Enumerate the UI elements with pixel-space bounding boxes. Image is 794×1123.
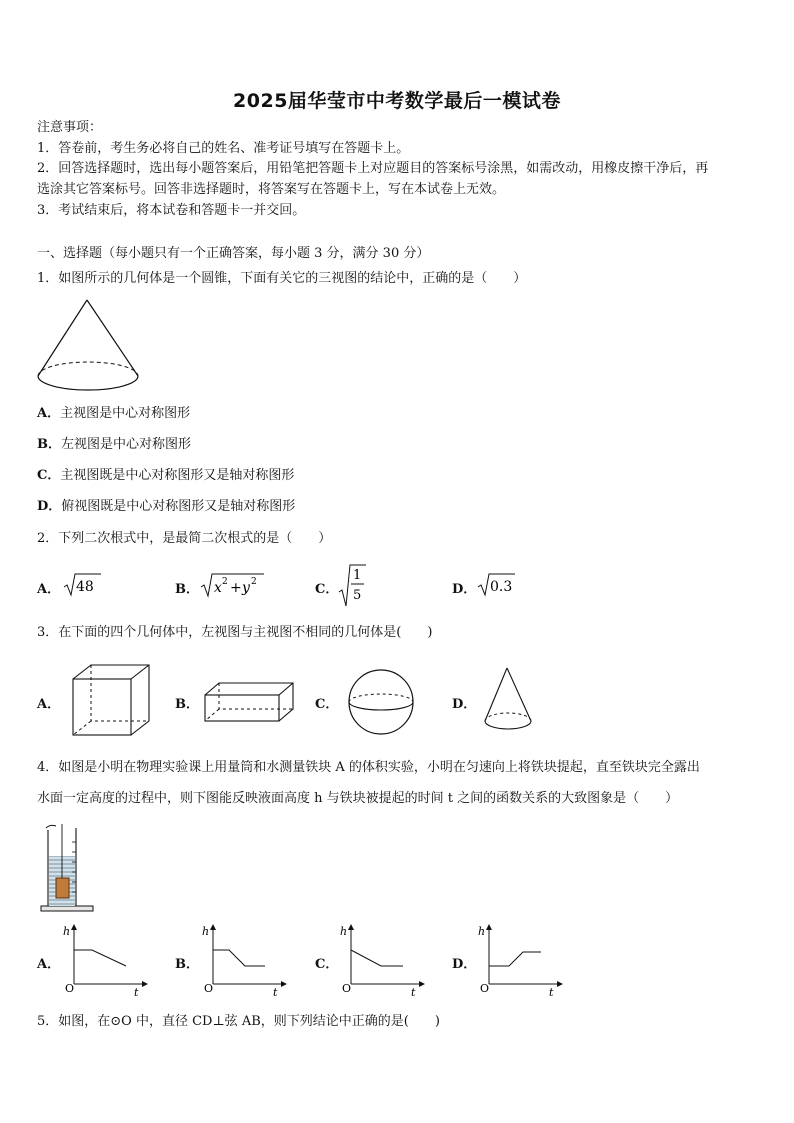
- q3-stem: 3．在下面的四个几何体中，左视图与主视图不相同的几何体是( ): [37, 625, 433, 640]
- q1-option-d-label: D．: [37, 499, 62, 514]
- q1-stem: 1．如图所示的几何体是一个圆锥，下面有关它的三视图的结论中，正确的是（ ）: [37, 271, 527, 286]
- q5-stem: 5．如图，在⊙O 中，直径 CD⊥弦 AB，则下列结论中正确的是( ): [37, 1014, 440, 1029]
- q2-b-plus: +: [230, 580, 242, 596]
- sphere-icon: [347, 668, 417, 738]
- q4-c-h: h: [340, 925, 348, 938]
- q2-a-radicand: 48: [76, 579, 94, 595]
- q4-b-h: h: [202, 925, 210, 938]
- q4-graph-b: [199, 922, 289, 998]
- q1-option-c-label: C．: [37, 468, 61, 483]
- cube-icon: [70, 663, 152, 737]
- notice-item-3: 3．考试结束后，将本试卷和答题卡一并交回。: [37, 203, 306, 218]
- q4-d-t: t: [549, 986, 554, 998]
- q2-c-numerator: 1: [353, 568, 362, 583]
- q2-option-c-label[interactable]: C．: [315, 582, 339, 597]
- q2-d-radicand: 0.3: [490, 579, 513, 595]
- q1-option-b-label: B．: [37, 437, 61, 452]
- q4-option-a-label[interactable]: A．: [37, 957, 61, 972]
- q3-option-a-label[interactable]: A．: [37, 697, 61, 712]
- q2-option-d-label[interactable]: D．: [452, 582, 477, 597]
- q4-a-h: h: [63, 925, 71, 938]
- q1-option-a[interactable]: [37, 405, 190, 423]
- q4-graph-c: [337, 922, 427, 998]
- notice-item-1: 1．答卷前，考生务必将自己的姓名、准考证号填写在答题卡上。: [37, 141, 410, 156]
- q4-option-b-label[interactable]: B．: [175, 957, 199, 972]
- q2-b-x-exp: 2: [222, 577, 228, 587]
- q1-option-c-text: 主视图既是中心对称图形又是轴对称图形: [60, 468, 295, 483]
- measuring-cylinder-figure: [38, 822, 98, 914]
- q1-option-d[interactable]: [37, 498, 295, 516]
- cone-icon: [482, 665, 534, 733]
- q1-option-a-text: 主视图是中心对称图形: [60, 406, 191, 421]
- q4-c-t: t: [411, 986, 416, 998]
- q4-graph-a: [60, 922, 150, 998]
- q1-option-d-text: 俯视图既是中心对称图形又是轴对称图形: [61, 499, 296, 514]
- q2-b-y-exp: 2: [251, 577, 257, 587]
- q4-graph-d: [475, 922, 565, 998]
- q4-c-origin: O: [342, 982, 352, 995]
- q4-option-c-label[interactable]: C．: [315, 957, 339, 972]
- q2-option-b-label[interactable]: B．: [175, 582, 199, 597]
- notice-heading: 注意事项：: [37, 120, 103, 135]
- q4-option-d-label[interactable]: D．: [452, 957, 477, 972]
- q2-b-x: x: [214, 580, 222, 596]
- q4-a-t: t: [134, 986, 139, 998]
- q2-option-c-radical: [338, 562, 368, 608]
- q1-option-a-label: A．: [37, 406, 61, 421]
- q4-stem-line2: 水面一定高度的过程中，则下图能反映液面高度 h 与铁块被提起的时间 t 之间的函数关系的大致图象是（ ）: [37, 791, 679, 806]
- q4-d-h: h: [478, 925, 486, 938]
- notice-item-2-cont: 选涂其它答案标号。回答非选择题时，将答案写在答题卡上，写在本试卷上无效。: [37, 182, 506, 197]
- q2-option-a-label[interactable]: A．: [37, 582, 61, 597]
- cone-figure: [34, 296, 144, 396]
- q1-option-c[interactable]: [37, 467, 294, 485]
- q2-option-d-radical: [477, 571, 517, 599]
- section-heading: 一、选择题（每小题只有一个正确答案，每小题 3 分，满分 30 分）: [37, 246, 430, 261]
- q2-b-y: y: [242, 580, 250, 596]
- q4-a-origin: O: [65, 982, 75, 995]
- q3-option-d-label[interactable]: D．: [452, 697, 477, 712]
- q2-option-b-radical: [200, 568, 268, 600]
- q3-option-b-label[interactable]: B．: [175, 697, 199, 712]
- q2-option-a-radical: [63, 571, 103, 599]
- notice-item-2: 2．回答选择题时，选出每小题答案后，用铅笔把答题卡上对应题目的答案标号涂黑，如需改动，用橡皮擦干净后，再: [37, 161, 709, 176]
- q4-d-origin: O: [480, 982, 490, 995]
- q2-c-denominator: 5: [353, 588, 362, 603]
- q4-b-origin: O: [204, 982, 214, 995]
- page-title: 2025届华莹市中考数学最后一模试卷: [233, 90, 561, 112]
- q2-stem: 2．下列二次根式中，是最简二次根式的是（ ）: [37, 531, 332, 546]
- q4-b-t: t: [273, 986, 278, 998]
- q3-option-c-label[interactable]: C．: [315, 697, 339, 712]
- q4-stem-line1: 4．如图是小明在物理实验课上用量筒和水测量铁块 A 的体积实验，小明在匀速向上将铁块提起，直至铁块完全露出: [37, 760, 700, 775]
- q1-option-b[interactable]: [37, 436, 191, 454]
- q1-option-b-text: 左视图是中心对称图形: [61, 437, 192, 452]
- rectangular-prism-icon: [202, 681, 296, 723]
